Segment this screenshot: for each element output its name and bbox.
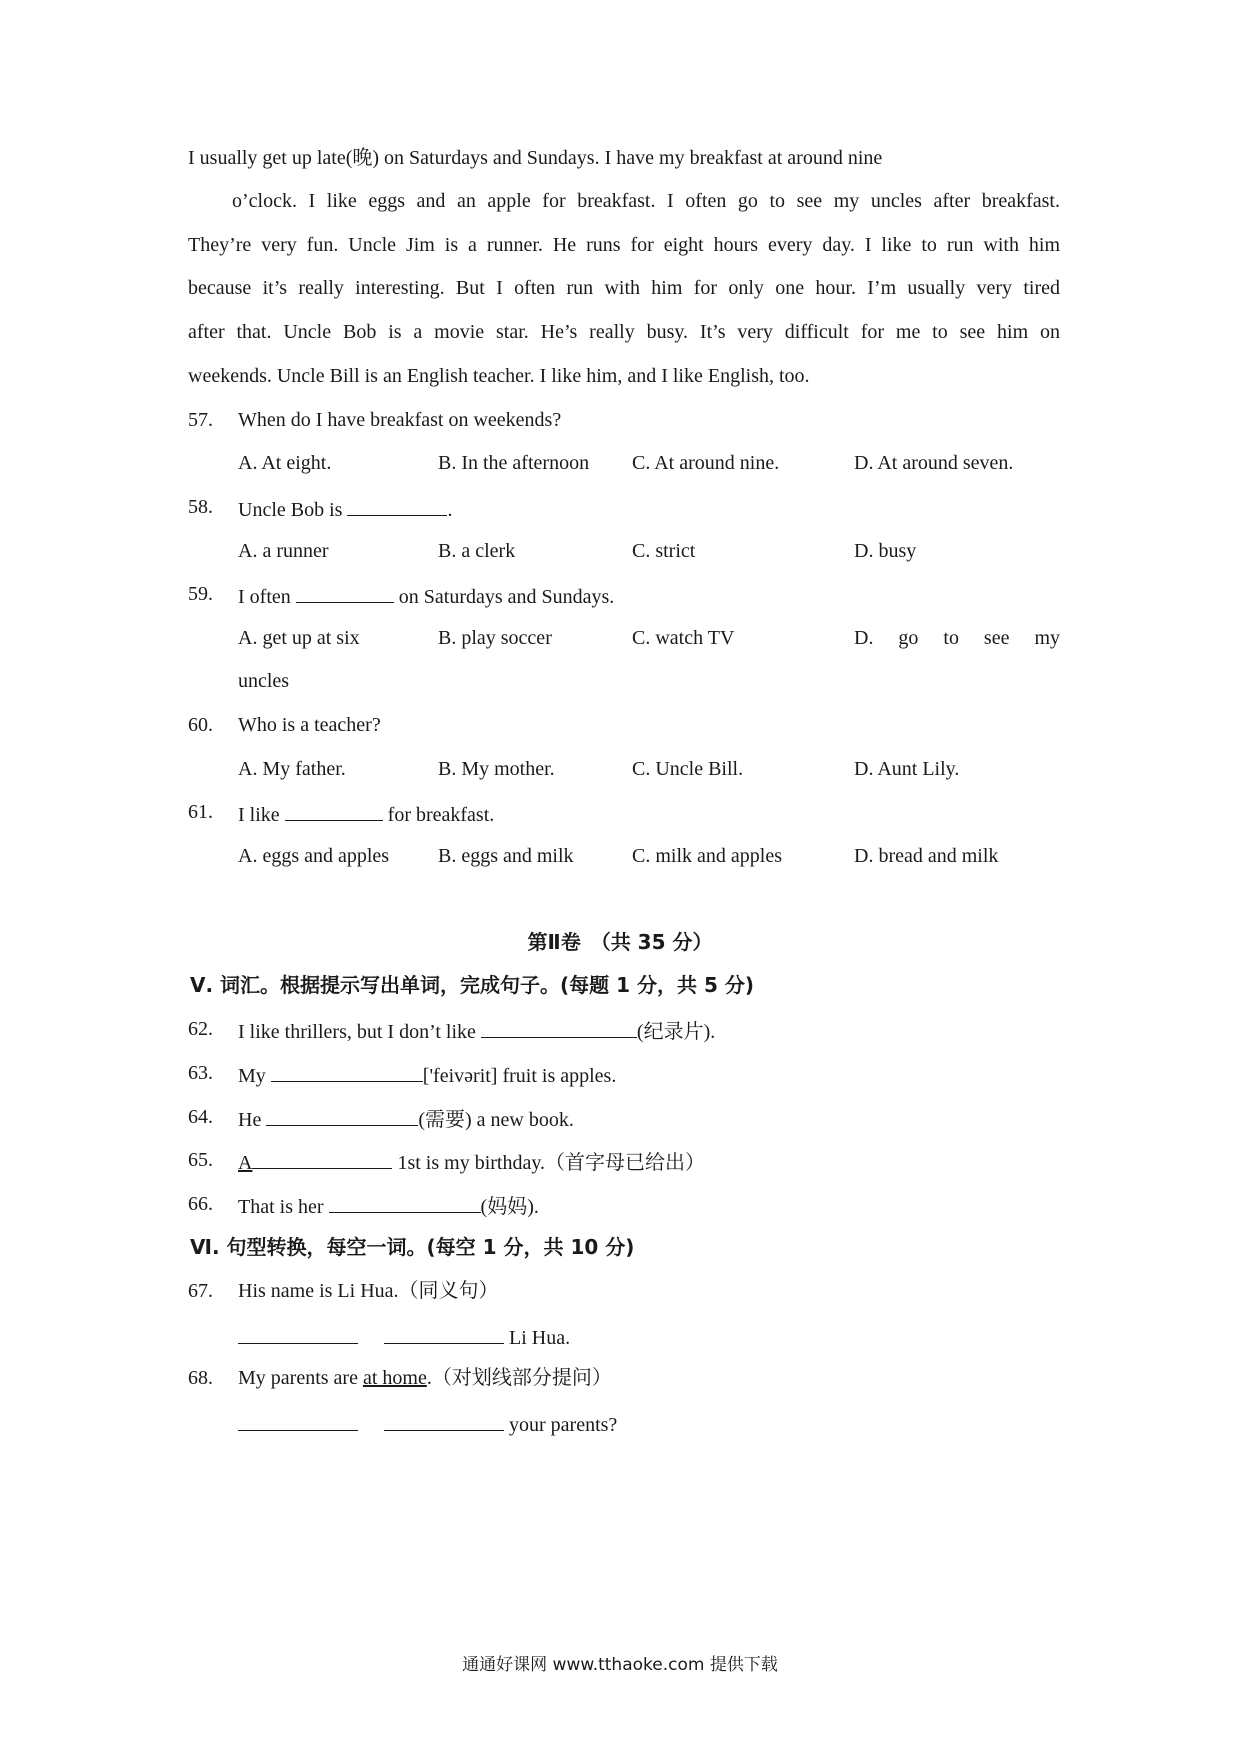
passage-line-2: o’clock. I like eggs and an apple for breakfast. I often go to see my uncles after breakfast. (232, 190, 1060, 212)
option-b: B. eggs and milk (438, 845, 574, 867)
question-text (238, 584, 614, 607)
passage-line-6: weekends. Uncle Bill is an English teacher. I like him, and I like English, too. (188, 365, 810, 387)
question-text-before: I like (238, 804, 280, 826)
answer-blank (238, 1412, 358, 1431)
question-number: 58. (188, 496, 213, 518)
question-text (238, 1368, 612, 1388)
answer-blank (252, 1150, 392, 1169)
passage-line-5: after that. Uncle Bob is a movie star. He’s really busy. It’s very difficult for me to see him on (188, 321, 1060, 343)
question-text-after: .（对划线部分提问） (426, 1367, 612, 1389)
option-a: A. eggs and apples (238, 845, 390, 867)
answer-blank (266, 1107, 418, 1126)
section-v-title: Ⅴ. 词汇。根据提示写出单词，完成句子。(每题 1 分，共 5 分) (190, 973, 755, 997)
answer-line (238, 1412, 617, 1435)
answer-blank (481, 1019, 637, 1038)
question-text-after: (需要) a new book. (418, 1109, 574, 1131)
option-b: B. In the afternoon (438, 452, 590, 474)
question-text (238, 802, 494, 825)
question-text-before: I often (238, 586, 291, 608)
question-text-after: ['feivərit] fruit is apples. (422, 1065, 617, 1087)
option-a: A. get up at six (238, 627, 360, 649)
section-vi-title: Ⅵ. 句型转换，每空一词。(每空 1 分，共 10 分) (190, 1235, 635, 1259)
option-d: D. bread and milk (854, 845, 999, 867)
question-number: 57. (188, 409, 213, 431)
question-number: 64. (188, 1106, 213, 1128)
answer-blank (238, 1325, 358, 1344)
answer-text-after: Li Hua. (509, 1327, 571, 1349)
question-text-after: (纪录片). (636, 1021, 716, 1043)
question-text-before: Uncle Bob is (238, 499, 343, 521)
question-text-after: on Saturdays and Sundays. (398, 586, 615, 608)
answer-blank (285, 802, 383, 821)
question-text-before: I like thrillers, but I don’t like (238, 1021, 476, 1043)
option-b: B. play soccer (438, 627, 552, 649)
option-c: C. milk and apples (632, 845, 782, 867)
question-text: His name is Li Hua.（同义句） (238, 1280, 499, 1302)
answer-blank (296, 584, 394, 603)
answer-blank (329, 1194, 481, 1213)
question-number: 67. (188, 1280, 213, 1302)
option-c: C. At around nine. (632, 452, 780, 474)
question-text: When do I have breakfast on weekends? (238, 409, 562, 431)
option-c: C. strict (632, 540, 696, 562)
question-number: 62. (188, 1018, 213, 1040)
question-text: Who is a teacher? (238, 714, 381, 736)
question-text-after: for breakfast. (387, 804, 495, 826)
option-d: D. At around seven. (854, 452, 1014, 474)
option-a: A. a runner (238, 540, 329, 562)
question-number: 68. (188, 1367, 213, 1389)
question-text (238, 1194, 539, 1217)
answer-blank (271, 1063, 423, 1082)
option-d-wrap: uncles (238, 670, 290, 692)
question-text-before: A (238, 1152, 253, 1174)
question-text (238, 1063, 616, 1086)
page-footer: 通通好课网 www.tthaoke.com 提供下载 (462, 1655, 778, 1675)
option-a: A. At eight. (238, 452, 332, 474)
option-a: A. My father. (238, 758, 346, 780)
question-number: 59. (188, 583, 213, 605)
question-number: 65. (188, 1149, 213, 1171)
question-text (238, 1019, 715, 1042)
question-text (238, 1150, 705, 1173)
question-text (238, 497, 452, 520)
question-text-after: 1st is my birthday.（首字母已给出） (397, 1152, 706, 1174)
question-text-before: My parents are (238, 1367, 358, 1389)
option-b: B. My mother. (438, 758, 555, 780)
question-number: 66. (188, 1193, 213, 1215)
question-number: 61. (188, 801, 213, 823)
question-text-before: My (238, 1065, 266, 1087)
question-text-before: That is her (238, 1196, 324, 1218)
answer-line (238, 1325, 570, 1348)
option-d: D. busy (854, 540, 917, 562)
answer-text-after: your parents? (509, 1414, 618, 1436)
section-ii-title: 第Ⅱ卷 （共 35 分） (527, 930, 713, 954)
answer-blank (384, 1325, 504, 1344)
question-text-after: . (447, 499, 453, 521)
question-text-after: (妈妈). (480, 1196, 539, 1218)
option-d: D. go to see my (854, 627, 1060, 649)
question-text (238, 1107, 574, 1130)
question-text-before: He (238, 1109, 262, 1131)
option-c: C. Uncle Bill. (632, 758, 744, 780)
question-number: 63. (188, 1062, 213, 1084)
option-b: B. a clerk (438, 540, 516, 562)
passage-line-4: because it’s really interesting. But I often run with him for only one hour. I’m usually very tired (188, 277, 1060, 299)
underlined-part: at home (362, 1367, 427, 1389)
question-number: 60. (188, 714, 213, 736)
passage-line-3: They’re very fun. Uncle Jim is a runner. He runs for eight hours every day. I like to run with him (188, 234, 1060, 256)
answer-blank (347, 497, 447, 516)
option-c: C. watch TV (632, 627, 735, 649)
answer-blank (384, 1412, 504, 1431)
option-d: D. Aunt Lily. (854, 758, 960, 780)
passage-line-1: I usually get up late(晚) on Saturdays and Sundays. I have my breakfast at around nine (188, 147, 883, 169)
